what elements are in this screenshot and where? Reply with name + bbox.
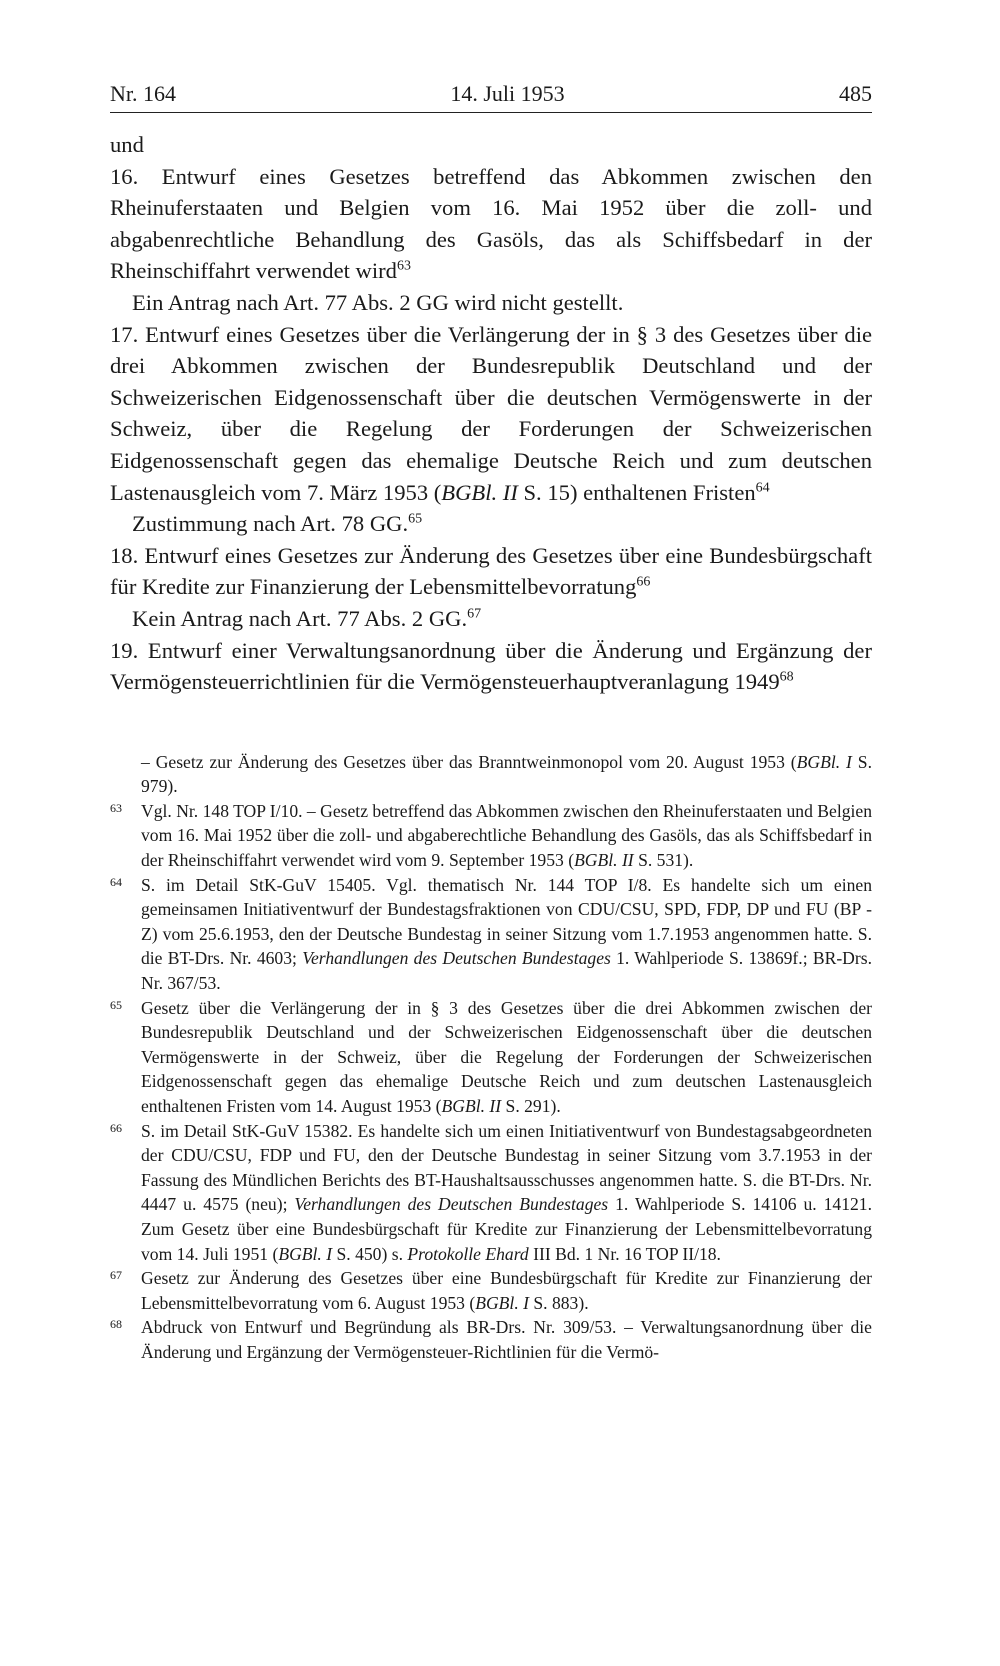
footnote-ref[interactable]: 66	[636, 574, 651, 590]
agenda-item-19: 19. Entwurf einer Verwaltungsanordnung über die Änderung und Ergänzung der Vermögensteuerrichtlinien für die Vermögensteuerhauptveranlagung 1949$^{68}$	[110, 637, 872, 695]
agenda-decision: Kein Antrag nach Art. 77 Abs. 2 GG.$^{67}$	[132, 605, 482, 631]
footnote-ref[interactable]: 68	[779, 669, 794, 685]
footnote-number: 67	[110, 1268, 122, 1283]
footnote-65: 65 Gesetz über die Verlängerung der in § 3 des Gesetzes über die drei Abkommen zwischen der Bundesrepublik Deutschland und der Schweizerischen Eidgenossenschaft über die deutschen Vermögenswerte in der Schweiz, über die Regelung der Forderungen der Schweizerischen Eidgenossenschaft gegen das ehemalige Deutsche Reich und zum deutschen Lastenausgleich enthaltenen Fristen vom 14. August 1953 (BGBl. II S. 291).	[110, 996, 872, 1119]
footnote-number: 65	[110, 997, 122, 1012]
agenda-decision: Ein Antrag nach Art. 77 Abs. 2 GG wird nicht gestellt.	[132, 289, 624, 315]
footnote-ref[interactable]: 64	[755, 479, 770, 495]
document-number: Nr. 164	[110, 81, 176, 106]
agenda-item-17: 17. Entwurf eines Gesetzes über die Verlängerung der in § 3 des Gesetzes über die drei Abkommen zwischen der Bundesrepublik Deutschland und der Schweizerischen Eidgenossenschaft über die deutschen Vermögenswerte in der Schweiz, über die Regelung der Forderungen der Schweizerischen Eidgenossenschaft gegen das ehemalige Deutsche Reich und zum deutschen Lastenausgleich vom 7. März 1953 (BGBl. II S. 15) enthaltenen Fristen$^{64}$	[110, 321, 872, 505]
document-page	[110, 80, 872, 1365]
footnote-ref[interactable]: 65	[408, 511, 423, 527]
agenda-item-16: 16. Entwurf eines Gesetzes betreffend das Abkommen zwischen den Rheinuferstaaten und Belgien vom 16. Mai 1952 über die zoll- und abgabenrechtliche Behandlung des Gasöls, das als Schiffsbedarf in der Rheinschiffahrt verwendet wird$^{63}$	[110, 163, 872, 284]
footnote-64: 64 S. im Detail StK-GuV 15405. Vgl. thematisch Nr. 144 TOP I/8. Es handelte sich um einen gemeinsamen Initiativentwurf der Bundestagsfraktionen von CDU/CSU, SPD, FDP, DP und FU (BP - Z) vom 25.6.1953, den der Deutsche Bundestag in seiner Sitzung vom 1.7.1953 angenommen hatte. S. die BT-Drs. Nr. 4603; Verhandlungen des Deutschen Bundestages 1. Wahlperiode S. 13869f.; BR-Drs. Nr. 367/53.	[110, 873, 872, 996]
footnote-number: 66	[110, 1120, 122, 1135]
agenda-item-18: 18. Entwurf eines Gesetzes zur Änderung des Gesetzes über eine Bundesbürgschaft für Kredite zur Finanzierung der Lebensmittelbevorratung$^{66}$	[110, 542, 872, 600]
paragraph: und	[110, 132, 144, 157]
footnote-number: 63	[110, 800, 122, 815]
page-number: 485	[838, 81, 872, 106]
main-text	[110, 129, 872, 698]
footnote-number: 64	[110, 874, 122, 889]
footnote-67: 67 Gesetz zur Änderung des Gesetzes über eine Bundesbürgschaft für Kredite zur Finanzierung der Lebensmittelbevorratung vom 6. August 1953 (BGBl. I S. 883).	[110, 1266, 872, 1315]
document-date: 14. Juli 1953	[450, 81, 565, 106]
footnote-68: 68 Abdruck von Entwurf und Begründung als BR-Drs. Nr. 309/53. – Verwaltungsanordnung über die Änderung und Ergänzung der Vermögensteuer-Richtlinien für die Vermö-	[110, 1315, 872, 1364]
footnote-ref[interactable]: 67	[467, 606, 482, 622]
footnote-66: 66 S. im Detail StK-GuV 15382. Es handelte sich um einen Initiativentwurf von Bundestagsabgeordneten der CDU/CSU, FDP und FU, den der Deutsche Bundestag in seiner Sitzung vom 3.7.1953 in der Fassung des Mündlichen Berichts des BT-Haushaltsausschusses angenommen hatte. S. die BT-Drs. Nr. 4447 u. 4575 (neu); Verhandlungen des Deutschen Bundestages 1. Wahlperiode S. 14106 u. 14121. Zum Gesetz über eine Bundesbürgschaft für Kredite zur Finanzierung der Lebensmittelbevorratung vom 14. Juli 1951 (BGBl. I S. 450) s. Protokolle Ehard III Bd. 1 Nr. 16 TOP II/18.	[110, 1119, 872, 1267]
running-head	[110, 80, 872, 113]
footnote-continuation: – Gesetz zur Änderung des Gesetzes über das Branntweinmonopol vom 20. August 1953 (BGBl. I S. 979).	[141, 751, 872, 797]
footnotes	[110, 750, 872, 1365]
agenda-decision: Zustimmung nach Art. 78 GG.$^{65}$	[132, 511, 423, 537]
footnote-ref[interactable]: 63	[396, 258, 411, 274]
footnote-63: 63 Vgl. Nr. 148 TOP I/10. – Gesetz betreffend das Abkommen zwischen den Rheinuferstaaten und Belgien vom 16. Mai 1952 über die zoll- und abgaberechtliche Behandlung des Gasöls, das als Schiffsbedarf in der Rheinschiffahrt verwendet wird vom 9. September 1953 (BGBl. II S. 531).	[110, 799, 872, 873]
footnote-number: 68	[110, 1317, 122, 1332]
